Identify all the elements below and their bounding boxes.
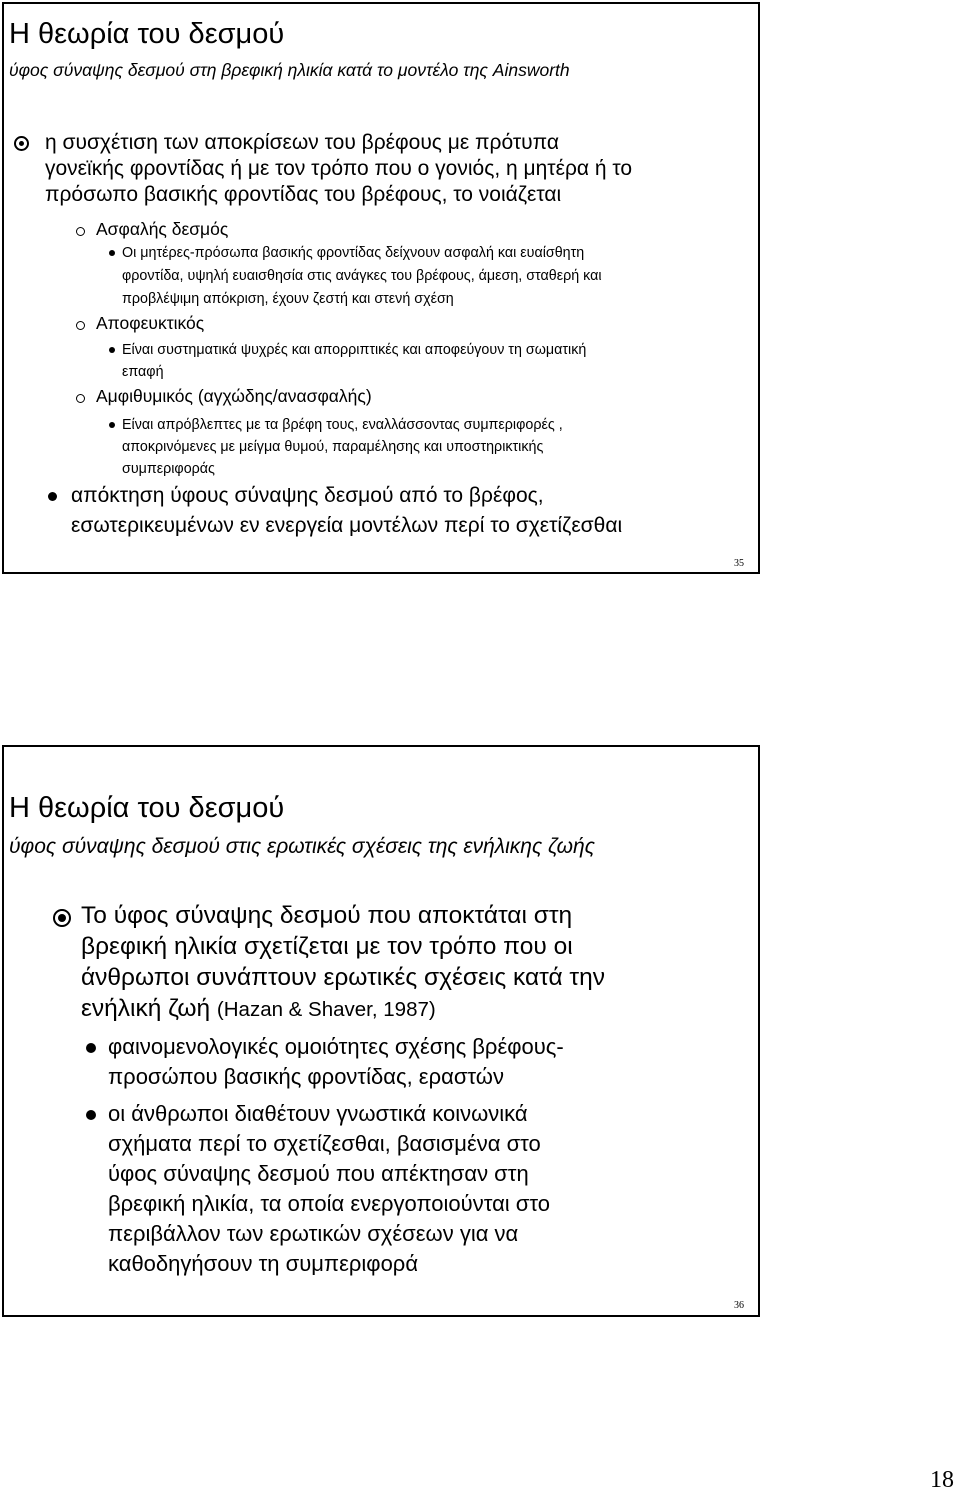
main-point-last: ενήλική ζωή <box>81 995 211 1022</box>
filled-dot-bullet-icon <box>109 422 115 428</box>
main-point-line: Το ύφος σύναψης δεσμού που αποκτάται στη <box>81 902 573 929</box>
sub-point-line: προσώπου βασικής φροντίδας, εραστών <box>108 1064 504 1089</box>
sub-point <box>108 1099 550 1279</box>
style-detail <box>122 414 563 480</box>
sub-point-line: φαινομενολογικές ομοιότητες σχέσης βρέφους- <box>108 1034 564 1059</box>
filled-dot-bullet-icon <box>86 1043 96 1053</box>
slide-title: Η θεωρία του δεσμού <box>9 792 285 824</box>
style-detail <box>122 242 602 311</box>
conclusion-line: εσωτερικευμένων εν ενεργεία μοντέλων περί το σχετίζεσθαι <box>71 514 623 537</box>
detail-line: συμπεριφοράς <box>122 461 215 477</box>
slide-subtitle: ύφος σύναψης δεσμού στη βρεφική ηλικία κατά το μοντέλο της Ainsworth <box>9 60 570 80</box>
style-label: Αποφευκτικός <box>96 313 205 333</box>
sub-point-line: περιβάλλον των ερωτικών σχέσεων για να <box>108 1221 519 1246</box>
detail-line: αποκρινόμενες με μείγμα θυμού, παραμέλησης και υποστηρικτικής <box>122 439 544 455</box>
detail-line: Είναι απρόβλεπτες με τα βρέφη τους, εναλλάσσοντας συμπεριφορές , <box>122 417 563 433</box>
hollow-circle-bullet-icon <box>76 394 85 403</box>
filled-dot-bullet-icon <box>109 250 115 256</box>
sub-point-line: καθοδηγήσουν τη συμπεριφορά <box>108 1251 419 1276</box>
detail-line: Είναι συστηματικά ψυχρές και απορριπτικές και αποφεύγουν τη σωματική <box>122 342 587 358</box>
filled-dot-bullet-icon <box>86 1110 96 1120</box>
main-point-line: η συσχέτιση των αποκρίσεων του βρέφους με πρότυπα <box>45 131 559 154</box>
main-point <box>45 130 632 208</box>
main-point-last-line <box>81 993 605 1025</box>
slide-page-number: 35 <box>734 558 744 569</box>
target-bullet-icon <box>53 909 71 927</box>
target-bullet-icon <box>14 136 29 151</box>
slide-subtitle: ύφος σύναψης δεσμού στις ερωτικές σχέσεις της ενήλικης ζωής <box>9 835 595 858</box>
slide-36 <box>2 745 760 1317</box>
sub-point-line: σχήματα περί το σχετίζεσθαι, βασισμένα στο <box>108 1131 541 1156</box>
slide-page-number: 36 <box>734 1300 744 1311</box>
hollow-circle-bullet-icon <box>76 227 85 236</box>
filled-dot-bullet-icon <box>109 347 115 353</box>
slide-title: Η θεωρία του δεσμού <box>9 18 285 50</box>
slide-35 <box>2 2 760 574</box>
style-label: Αμφιθυμικός (αγχώδης/ανασφαλής) <box>96 386 372 406</box>
conclusion-line: απόκτηση ύφους σύναψης δεσμού από το βρέφος, <box>71 484 544 507</box>
hollow-circle-bullet-icon <box>76 321 85 330</box>
main-point <box>81 900 605 1025</box>
style-detail <box>122 339 586 383</box>
main-point-line: άνθρωποι συνάπτουν ερωτικές σχέσεις κατά την <box>81 964 605 991</box>
detail-line: Οι μητέρες-πρόσωπα βασικής φροντίδας δείχνουν ασφαλή και ευαίσθητη <box>122 245 585 261</box>
main-point-line: βρεφική ηλικία σχετίζεται με τον τρόπο που οι <box>81 933 573 960</box>
document-page-number: 18 <box>930 1467 954 1493</box>
filled-dot-bullet-icon <box>48 492 57 501</box>
sub-point-line: ύφος σύναψης δεσμού που απέκτησαν στη <box>108 1161 529 1186</box>
sub-point-line: βρεφική ηλικία, τα οποία ενεργοποιούνται στο <box>108 1191 550 1216</box>
detail-line: φροντίδα, υψηλή ευαισθησία στις ανάγκες του βρέφους, άμεση, σταθερή και <box>122 268 602 284</box>
detail-line: επαφή <box>122 364 164 380</box>
main-point-line: γονεϊκής φροντίδας ή με τον τρόπο που ο γονιός, η μητέρα ή το <box>45 157 633 180</box>
main-point-line: πρόσωπο βασικής φροντίδας του βρέφους, το νοιάζεται <box>45 183 562 206</box>
sub-point-line: οι άνθρωποι διαθέτουν γνωστικά κοινωνικά <box>108 1101 528 1126</box>
style-label: Ασφαλής δεσμός <box>96 219 229 239</box>
citation: (Hazan & Shaver, 1987) <box>216 998 436 1021</box>
sub-point <box>108 1032 564 1092</box>
conclusion <box>71 481 622 541</box>
detail-line: προβλέψιμη απόκριση, έχουν ζεστή και στενή σχέση <box>122 291 454 307</box>
